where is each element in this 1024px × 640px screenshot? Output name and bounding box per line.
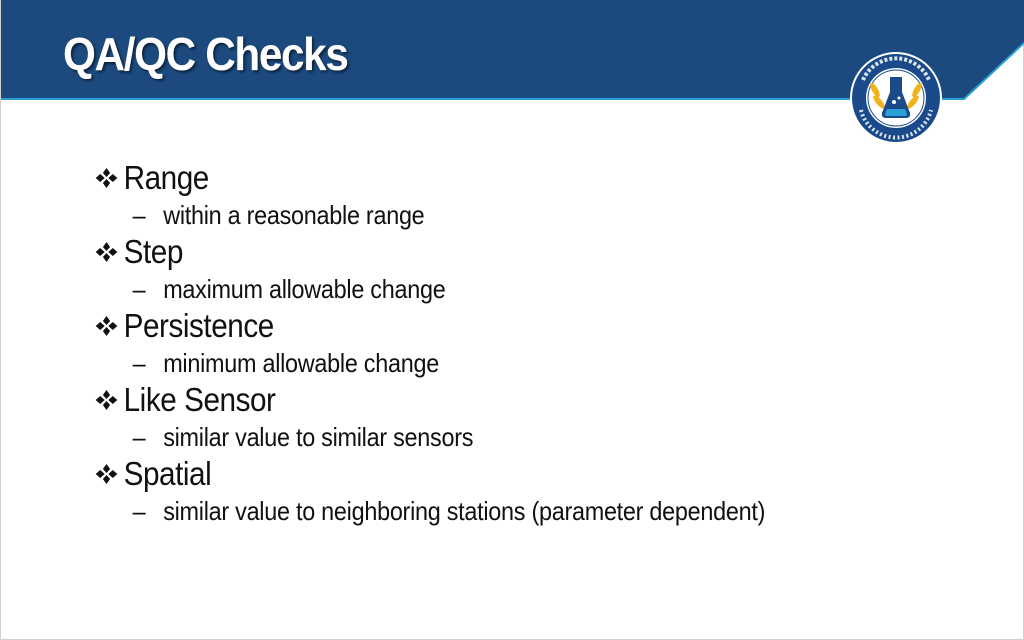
bullet-label: Like Sensor bbox=[123, 381, 276, 418]
sub-item bbox=[93, 348, 867, 378]
dash-glyph: – bbox=[132, 347, 146, 378]
authority-logo bbox=[843, 50, 949, 146]
sub-item bbox=[93, 200, 867, 230]
sub-item bbox=[93, 274, 867, 304]
bullet-label: Spatial bbox=[123, 455, 212, 492]
sub-item-text: maximum allowable change bbox=[163, 273, 446, 304]
bullet-label: Persistence bbox=[123, 307, 274, 344]
sub-item-text: minimum allowable change bbox=[163, 347, 439, 378]
bullet-item-range bbox=[93, 156, 867, 200]
sub-item-text: similar value to neighboring stations (parameter dependent) bbox=[163, 495, 766, 526]
diamond-bullet-icon bbox=[93, 462, 120, 486]
sub-item bbox=[93, 496, 867, 526]
page-title: QA/QC Checks bbox=[63, 28, 348, 80]
dash-glyph: – bbox=[132, 421, 146, 452]
bullet-label: Step bbox=[123, 233, 183, 270]
sub-item-text: within a reasonable range bbox=[163, 199, 425, 230]
sub-item-text: similar value to similar sensors bbox=[163, 421, 474, 452]
sub-item bbox=[93, 422, 867, 452]
diamond-bullet-icon bbox=[93, 314, 120, 338]
bullet-item-spatial bbox=[93, 452, 867, 496]
diamond-bullet-icon bbox=[93, 166, 120, 190]
dash-glyph: – bbox=[132, 495, 146, 526]
bullet-item-persistence bbox=[93, 304, 867, 348]
dash-glyph: – bbox=[132, 273, 146, 304]
diamond-bullet-icon bbox=[93, 240, 120, 264]
bullet-list bbox=[93, 156, 953, 526]
bullet-label: Range bbox=[123, 159, 209, 196]
bullet-item-like-sensor bbox=[93, 378, 867, 422]
diamond-bullet-icon bbox=[93, 388, 120, 412]
dash-glyph: – bbox=[132, 199, 146, 230]
bullet-item-step bbox=[93, 230, 867, 274]
